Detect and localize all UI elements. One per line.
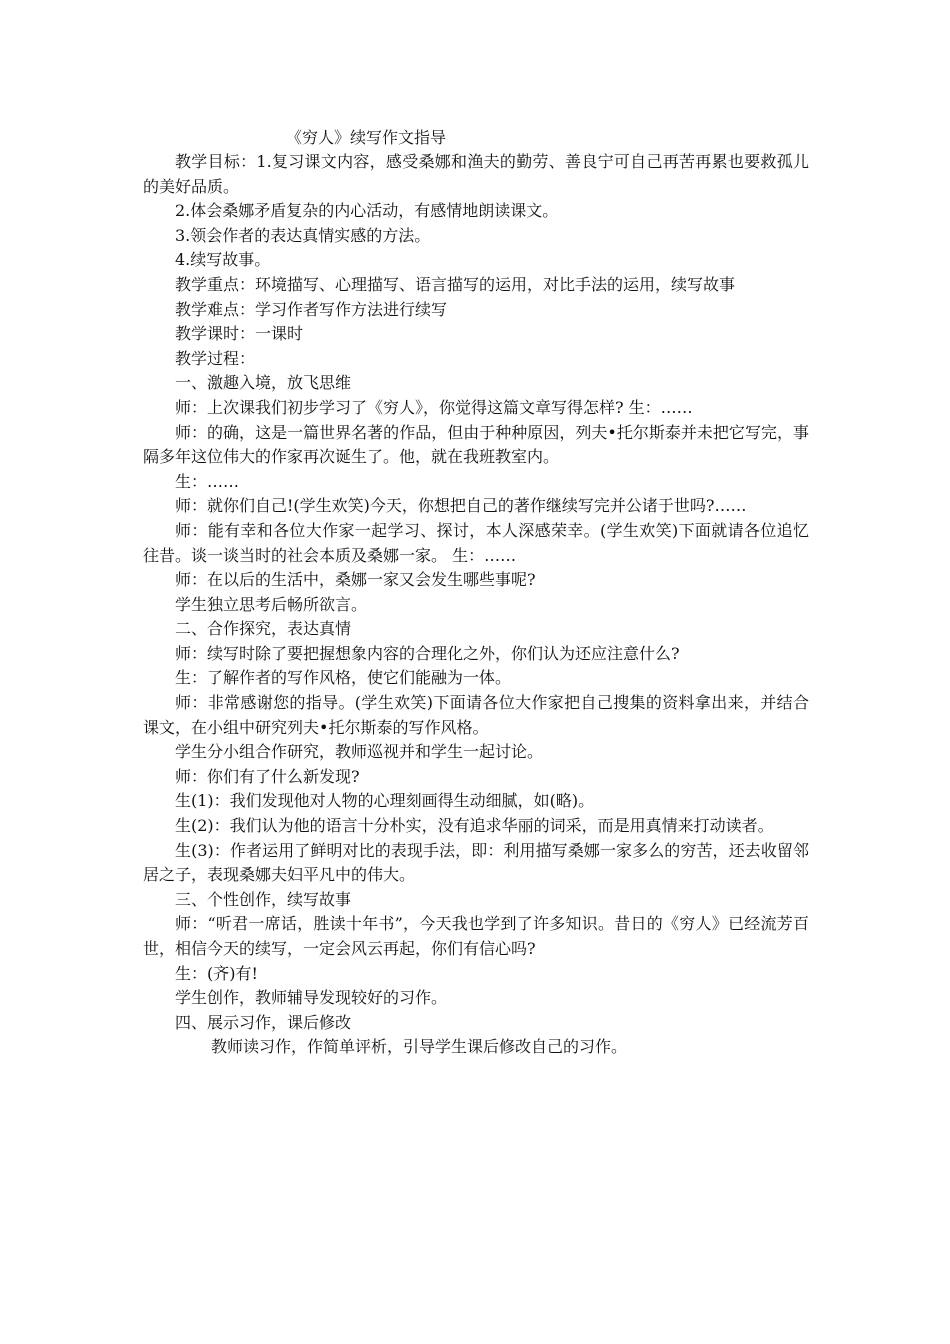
- dialogue-line: 师：你们有了什么新发现?: [175, 766, 360, 786]
- dialogue-line: 生(2)：我们认为他的语言十分朴实，没有追求华丽的词采，而是用真情来打动读者。: [175, 816, 774, 836]
- dialogue-line: 生(3)：作者运用了鲜明对比的表现手法，即：利用描写桑娜一家多么的穷苦，还去收留邻居之子，表现桑娜夫妇平凡中的伟大。: [143, 840, 809, 885]
- dialogue-line: 师：就你们自己!(学生欢笑)今天，你想把自己的著作继续写完并公诸于世吗?……: [175, 496, 747, 516]
- paragraph-objective-2: 2.体会桑娜矛盾复杂的内心活动，有感情地朗读课文。: [175, 201, 559, 221]
- dialogue-line: 师：续写时除了要把握想象内容的合理化之外，你们认为还应注意什么?: [175, 643, 680, 663]
- paragraph-closing: 教师读习作，作简单评析，引导学生课后修改自己的习作。: [211, 1037, 628, 1057]
- paragraph: 学生分小组合作研究，教师巡视并和学生一起讨论。: [175, 742, 544, 762]
- document-title: 《穷人》续写作文指导: [286, 128, 447, 147]
- dialogue-line: 生(1)：我们发现他对人物的心理刻画得生动细腻，如(略)。: [175, 791, 595, 811]
- dialogue-line: 师：能有幸和各位大作家一起学习、探讨，本人深感荣幸。(学生欢笑)下面就请各位追忆往昔。谈一谈当时的社会本质及桑娜一家。 生：……: [143, 520, 809, 565]
- paragraph: 学生创作，教师辅导发现较好的习作。: [175, 988, 448, 1008]
- paragraph-process-heading: 教学过程：: [175, 348, 256, 368]
- paragraph-class-hours: 教学课时：一课时: [175, 324, 304, 344]
- paragraph-objective-1: 教学目标：1.复习课文内容，感受桑娜和渔夫的勤劳、善良宁可自己再苦再累也要救孤儿的美好品质。: [143, 152, 809, 196]
- dialogue-line: 生：了解作者的写作风格，使它们能融为一体。: [175, 668, 512, 688]
- paragraph-difficulties: 教学难点：学习作者写作方法进行续写: [175, 299, 448, 319]
- section-heading-1: 一、激趣入境，放飞思维: [175, 373, 352, 393]
- section-heading-2: 二、合作探究，表达真情: [175, 619, 352, 639]
- document-body: [143, 150, 809, 1060]
- section-heading-3: 三、个性创作，续写故事: [175, 889, 352, 909]
- section-heading-4: 四、展示习作，课后修改: [175, 1012, 352, 1032]
- paragraph-objective-4: 4.续写故事。: [175, 250, 271, 270]
- dialogue-line: 师：非常感谢您的指导。(学生欢笑)下面请各位大作家把自己搜集的资料拿出来，并结合课文，在小组中研究列夫•托尔斯泰的写作风格。: [143, 693, 809, 737]
- dialogue-line: 师：上次课我们初步学习了《穷人》，你觉得这篇文章写得怎样? 生：……: [175, 397, 693, 417]
- dialogue-line: 生：……: [175, 471, 240, 491]
- paragraph-objective-3: 3.领会作者的表达真情实感的方法。: [175, 225, 431, 245]
- dialogue-line: 师：“听君一席话，胜读十年书”，今天我也学到了许多知识。昔日的《穷人》已经流芳百世，相信今天的续写，一定会风云再起，你们有信心吗?: [143, 914, 809, 958]
- paragraph: 学生独立思考后畅所欲言。: [175, 594, 368, 614]
- dialogue-line: 师：在以后的生活中，桑娜一家又会发生哪些事呢?: [175, 570, 536, 590]
- dialogue-line: 师：的确，这是一篇世界名著的作品，但由于种种原因，列夫•托尔斯泰并未把它写完，事隔多年这位伟大的作家再次诞生了。他，就在我班教室内。: [143, 422, 809, 467]
- paragraph-key-points: 教学重点：环境描写、心理描写、语言描写的运用，对比手法的运用，续写故事: [175, 274, 736, 294]
- dialogue-line: 生：(齐)有!: [175, 963, 258, 983]
